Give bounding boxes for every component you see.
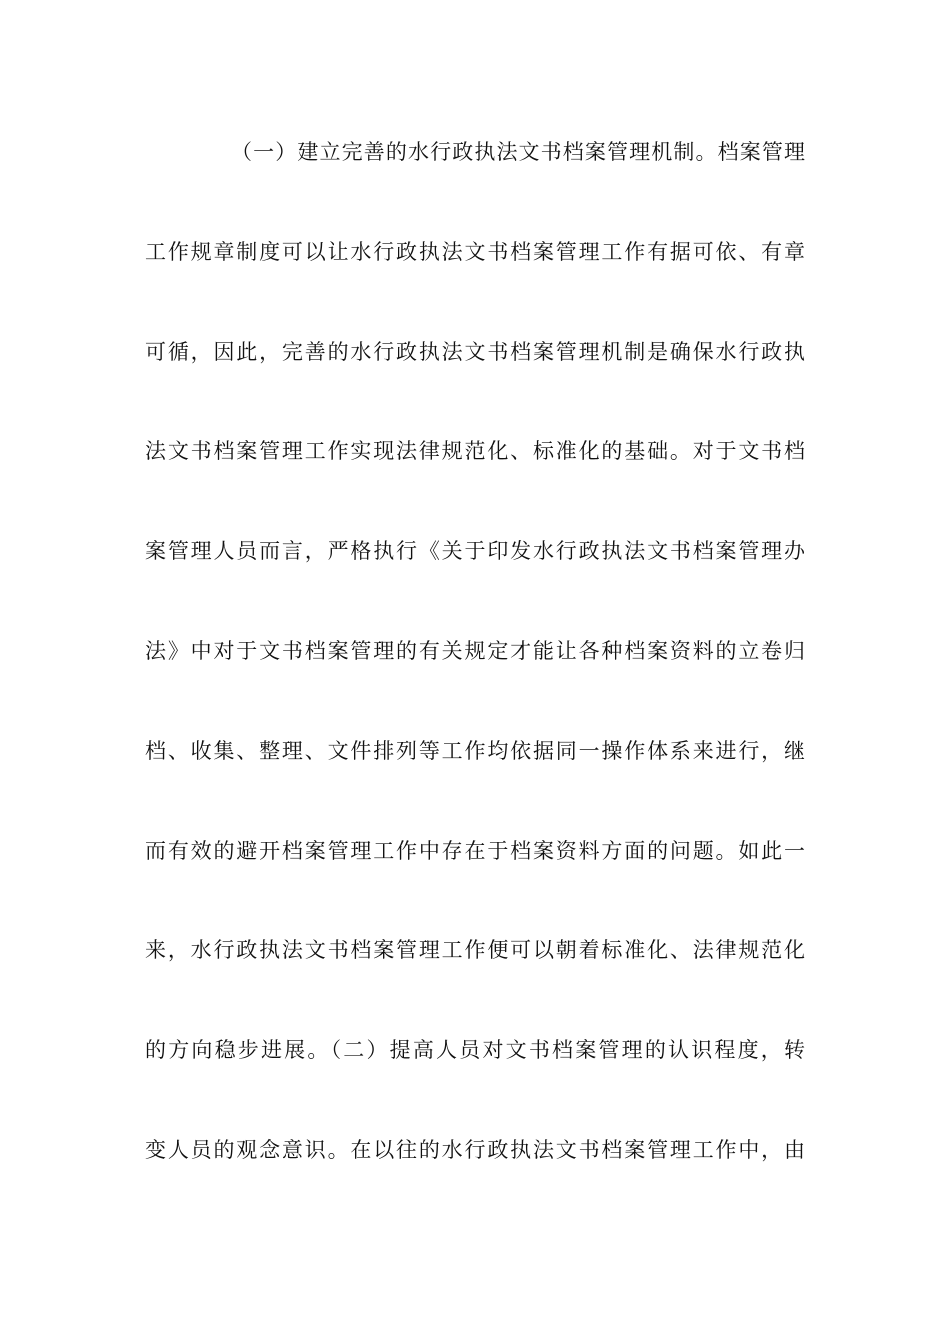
text-line: 档、收集、整理、文件排列等工作均依据同一操作体系来进行，继: [145, 738, 805, 763]
text-line: 法文书档案管理工作实现法律规范化、标准化的基础。对于文书档: [145, 439, 805, 464]
text-line: （一）建立完善的水行政执法文书档案管理机制。档案管理: [231, 140, 805, 164]
body-text: [145, 127, 805, 1225]
text-line: 工作规章制度可以让水行政执法文书档案管理工作有据可依、有章: [145, 239, 805, 264]
text-line: 的方向稳步进展。（二）提高人员对文书档案管理的认识程度，转: [145, 1038, 805, 1063]
text-line: 法》中对于文书档案管理的有关规定才能让各种档案资料的立卷归: [145, 638, 805, 663]
text-line: 来，水行政执法文书档案管理工作便可以朝着标准化、法律规范化: [145, 938, 805, 963]
text-line: 而有效的避开档案管理工作中存在于档案资料方面的问题。如此一: [145, 838, 805, 863]
text-line: 案管理人员而言，严格执行《关于印发水行政执法文书档案管理办: [145, 539, 805, 564]
text-line: 变人员的观念意识。在以往的水行政执法文书档案管理工作中，由: [145, 1137, 805, 1162]
text-line: 可循，因此，完善的水行政执法文书档案管理机制是确保水行政执: [145, 339, 805, 364]
